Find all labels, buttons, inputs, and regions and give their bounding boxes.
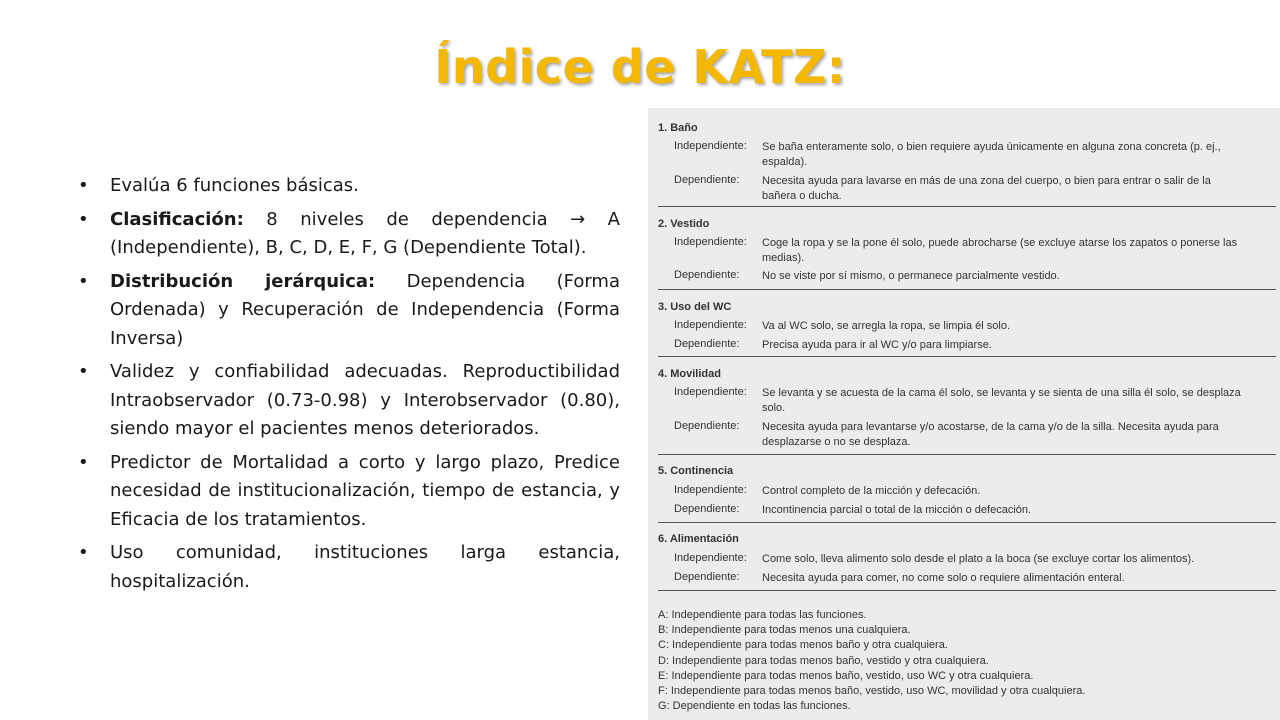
legend-item: G: Dependiente en todas las funciones. bbox=[658, 700, 851, 713]
independent-label: Independiente: bbox=[674, 552, 747, 564]
independent-label: Independiente: bbox=[674, 236, 747, 248]
dependent-description: Necesita ayuda para lavarse en más de una zona del cuerpo, o bien para entrar o salir de la bañera o ducha. bbox=[762, 175, 1211, 202]
bullet-list bbox=[78, 172, 620, 601]
bullet-text: Evalúa 6 funciones básicas. bbox=[110, 175, 359, 196]
section-divider bbox=[658, 206, 1276, 207]
independent-description: Coge la ropa y se la pone él solo, puede abrocharse (se excluye atarse los zapatos o ponerse las medias). bbox=[762, 237, 1238, 264]
bullet-text: Predictor de Mortalidad a corto y largo plazo, Predice necesidad de institucionalización, tiempo de estancia, y Eficacia de los tratamientos. bbox=[110, 451, 620, 530]
classification-legend bbox=[658, 608, 1085, 714]
section-heading: 1. Baño bbox=[658, 122, 698, 134]
section-divider bbox=[658, 522, 1276, 523]
bullet-text: 8 niveles de dependencia → A (Independiente), B, C, D, E, F, G (Dependiente Total). bbox=[110, 208, 620, 258]
section-divider bbox=[658, 454, 1276, 455]
bullet-item bbox=[78, 539, 620, 596]
independent-description: Se levanta y se acuesta de la cama él solo, se levanta y se sienta de una silla él solo, se desplaza solo. bbox=[762, 387, 1241, 414]
katz-table-image bbox=[648, 108, 1280, 720]
legend-item: E: Independiente para todas menos baño, vestido, uso WC y otra cualquiera. bbox=[658, 669, 1034, 682]
bullet-item bbox=[78, 206, 620, 263]
independent-label: Independiente: bbox=[674, 140, 747, 152]
independent-description: Se baña enteramente solo, o bien requiere ayuda únicamente en alguna zona concreta (p. ej., espalda). bbox=[762, 141, 1221, 168]
section-divider bbox=[658, 356, 1276, 357]
dependent-label: Dependiente: bbox=[674, 420, 740, 432]
independent-label: Independiente: bbox=[674, 484, 747, 496]
dependent-label: Dependiente: bbox=[674, 269, 740, 281]
section-heading: 5. Continencia bbox=[658, 465, 734, 477]
independent-label: Independiente: bbox=[674, 386, 747, 398]
dependent-description: Necesita ayuda para comer, no come solo o requiere alimentación enteral. bbox=[762, 572, 1125, 584]
independent-description: Va al WC solo, se arregla la ropa, se limpia él solo. bbox=[762, 320, 1011, 332]
dependent-label: Dependiente: bbox=[674, 174, 740, 186]
dependent-label: Dependiente: bbox=[674, 571, 740, 583]
bullet-bold-label: Clasificación: bbox=[110, 208, 244, 230]
bullet-text: Dependencia (Forma Ordenada) y Recuperación de Independencia (Forma Inversa) bbox=[110, 270, 620, 349]
dependent-description: Incontinencia parcial o total de la micción o defecación. bbox=[762, 504, 1032, 516]
bullet-item bbox=[78, 449, 620, 535]
section-heading: 4. Movilidad bbox=[658, 368, 721, 380]
independent-label: Independiente: bbox=[674, 319, 747, 331]
section-divider bbox=[658, 289, 1276, 290]
dependent-description: Precisa ayuda para ir al WC y/o para limpiarse. bbox=[762, 339, 992, 351]
bullet-item bbox=[78, 268, 620, 354]
legend-item: C: Independiente para todas menos baño y otra cualquiera. bbox=[658, 639, 948, 652]
section-heading: 3. Uso del WC bbox=[658, 301, 732, 313]
page-title: Índice de KATZ: bbox=[434, 40, 846, 94]
independent-description: Come solo, lleva alimento solo desde el plato a la boca (se excluye cortar los alimentos). bbox=[762, 553, 1195, 565]
independent-description: Control completo de la micción y defecación. bbox=[762, 485, 981, 497]
legend-item: F: Independiente para todas menos baño, vestido, uso WC, movilidad y otra cualquiera. bbox=[658, 685, 1086, 698]
dependent-label: Dependiente: bbox=[674, 338, 740, 350]
dependent-description: Necesita ayuda para levantarse y/o acostarse, de la cama y/o de la silla. Necesita ayuda para desplazarse o no se desplaza. bbox=[762, 421, 1219, 448]
section-divider bbox=[658, 590, 1276, 591]
section-heading: 6. Alimentación bbox=[658, 533, 739, 545]
section-heading: 2. Vestido bbox=[658, 218, 710, 230]
bullet-item bbox=[78, 172, 620, 201]
legend-item: A: Independiente para todas las funciones. bbox=[658, 609, 867, 621]
bullet-bold-label: Distribución jerárquica: bbox=[110, 270, 376, 292]
dependent-label: Dependiente: bbox=[674, 503, 740, 515]
bullet-text: Validez y confiabilidad adecuadas. Reproductibilidad Intraobservador (0.73-0.98) y Interobservador (0.80), siendo mayor el pacientes menos deteriorados. bbox=[110, 361, 620, 439]
bullet-text: Uso comunidad, instituciones larga estancia, hospitalización. bbox=[110, 542, 620, 592]
dependent-description: No se viste por sí mismo, o permanece parcialmente vestido. bbox=[762, 270, 1060, 282]
legend-item: D: Independiente para todas menos baño, vestido y otra cualquiera. bbox=[658, 654, 989, 667]
bullet-item bbox=[78, 358, 620, 444]
legend-item: B: Independiente para todas menos una cualquiera. bbox=[658, 624, 911, 637]
